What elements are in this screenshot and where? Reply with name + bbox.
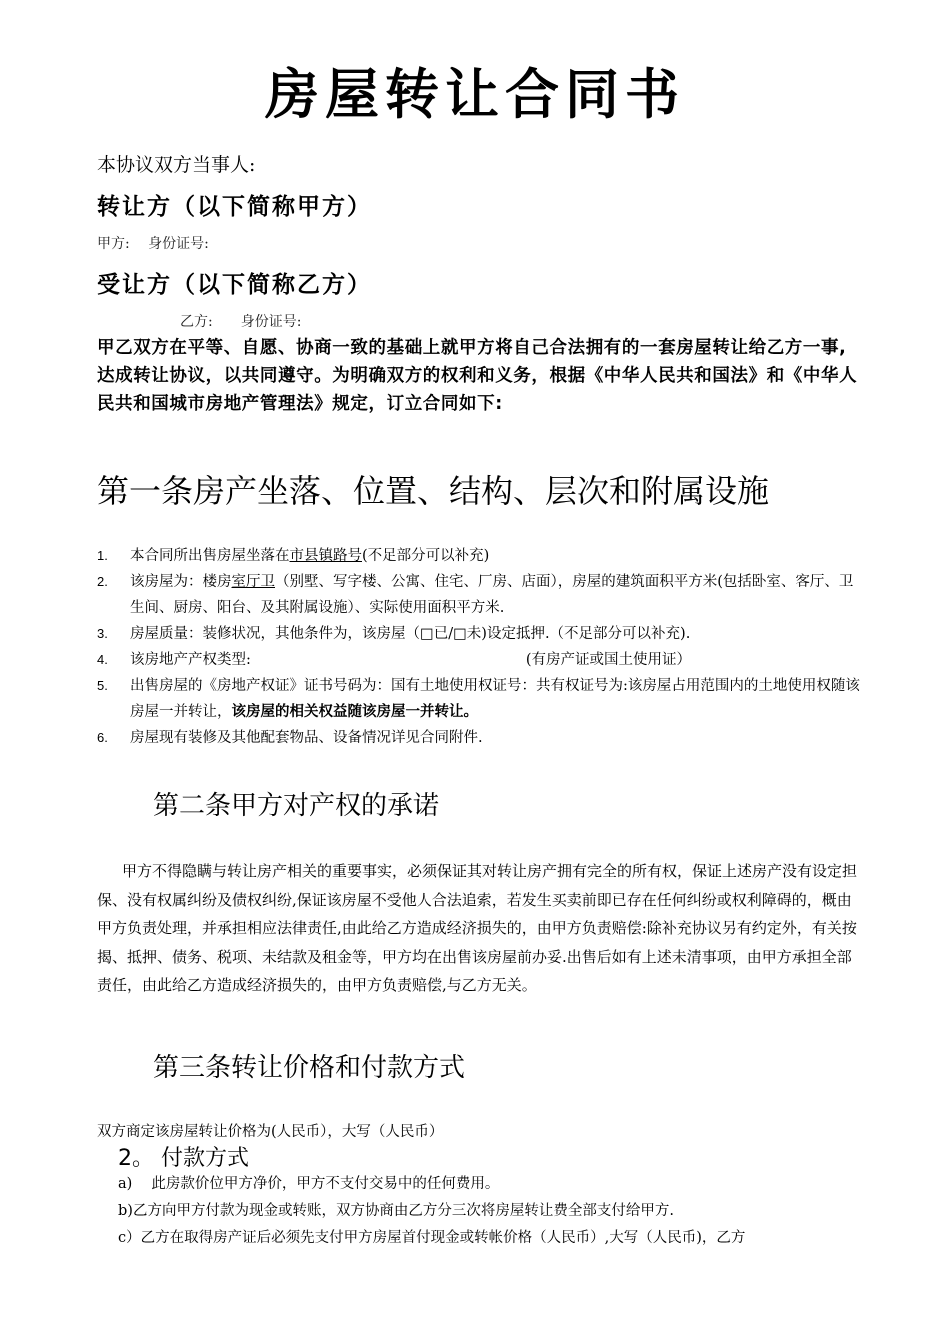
document-title: 房屋转让合同书 bbox=[265, 63, 685, 126]
list-number: 5. bbox=[97, 678, 108, 693]
article-2-body: 甲方不得隐瞒与转让房产相关的重要事实，必须保证其对转让房产拥有完全的所有权，保证上述房产没有设定担保、没有权属纠纷及债权纠纷,保证该房屋不受他人合法追索，若发生买卖前即已存在任何纠纷或权利障碍的，概由甲方负责处理，并承担相应法律责任,由此给乙方造成经济损失的，由甲方负责赔偿:除补充协议另有约定外，有关按揭、抵押、债务、税项、未结款及租金等，甲方均在出售该房屋前办妥.出售后如有上述未清事项，由甲方承担全部责任，由此给乙方造成经济损失的，由甲方负责赔偿,与乙方无关。 bbox=[97, 862, 858, 994]
list-number: 1. bbox=[97, 548, 108, 563]
list-item bbox=[97, 725, 867, 751]
payment-item-c: c）乙方在取得房产证后必须先支付甲方房屋首付现金或转帐价格（人民币）,大写（人民币)，乙方 bbox=[118, 1230, 746, 1246]
item-text: （别墅、写字楼、公寓、住宅、厂房、店面），房屋的建筑面积平方米(包括卧室、客厅、卫生间、厨房、阳台、及其附属设施）、实际使用面积平方米. bbox=[130, 574, 854, 616]
party-b-id-line: 乙方: 身份证号: bbox=[180, 314, 302, 330]
item-text: (不足部分可以补充) bbox=[362, 548, 490, 564]
bold-text: 该房屋的相关权益随该房屋一并转让。 bbox=[231, 704, 478, 720]
item-text: 该房屋为：楼房 bbox=[130, 574, 232, 590]
price-line: 双方商定该房屋转让价格为(人民币），大写（人民币） bbox=[97, 1124, 444, 1140]
payment-item-b: b)乙方向甲方付款为现金或转账，双方协商由乙方分三次将房屋转让费全部支付给甲方. bbox=[118, 1203, 675, 1219]
underlined-field: 市县镇路号 bbox=[289, 548, 362, 564]
party-a-id-line: 甲方: 身份证号: bbox=[97, 236, 209, 252]
list-number: 6. bbox=[97, 730, 108, 745]
article-1-list bbox=[97, 543, 867, 751]
list-item bbox=[97, 569, 867, 621]
article-1-heading: 第一条房产坐落、位置、结构、层次和附属设施 bbox=[97, 472, 770, 510]
item-text: 该房地产产权类型: bbox=[130, 652, 251, 668]
item-text: 出售房屋的《房地产权证》证书号码为：国有土地使用权证号：共有权证号为:该房屋占用范围内的土地使用权随该房屋一并转让， bbox=[130, 678, 860, 720]
item-text: 本合同所出售房屋坐落在 bbox=[130, 548, 290, 564]
party-b-heading: 受让方（以下简称乙方） bbox=[97, 272, 372, 298]
list-number: 2. bbox=[97, 574, 108, 589]
list-item bbox=[97, 621, 867, 647]
article-3-heading: 第三条转让价格和付款方式 bbox=[153, 1053, 466, 1083]
list-item bbox=[97, 543, 867, 569]
payment-heading: 2。 付款方式 bbox=[118, 1146, 249, 1171]
item-text: 房屋质量：装修状况，其他条件为，该房屋（□已/□未)设定抵押.（不足部分可以补充). bbox=[130, 626, 691, 642]
underlined-field: 室厅卫 bbox=[231, 574, 275, 590]
party-a-heading: 转让方（以下简称甲方） bbox=[97, 194, 372, 220]
list-item bbox=[97, 647, 867, 673]
intro-line: 本协议双方当事人: bbox=[97, 154, 256, 176]
preamble-paragraph: 甲乙双方在平等、自愿、协商一致的基础上就甲方将自己合法拥有的一套房屋转让给乙方一事,达成转让协议，以共同遵守。为明确双方的权利和义务，根据《中华人民共和国法》和《中华人民共和国城市房地产管理法》规定，订立合同如下: bbox=[97, 338, 858, 414]
article-2-heading: 第二条甲方对产权的承诺 bbox=[153, 791, 440, 821]
list-number: 3. bbox=[97, 626, 108, 641]
list-item bbox=[97, 673, 867, 725]
item-text: 房屋现有装修及其他配套物品、设备情况详见合同附件. bbox=[130, 730, 483, 746]
list-number: 4. bbox=[97, 652, 108, 667]
payment-item-a: a) 此房款价位甲方净价，甲方不支付交易中的任何费用。 bbox=[118, 1176, 500, 1192]
item-text: (有房产证或国土使用证） bbox=[525, 652, 692, 668]
